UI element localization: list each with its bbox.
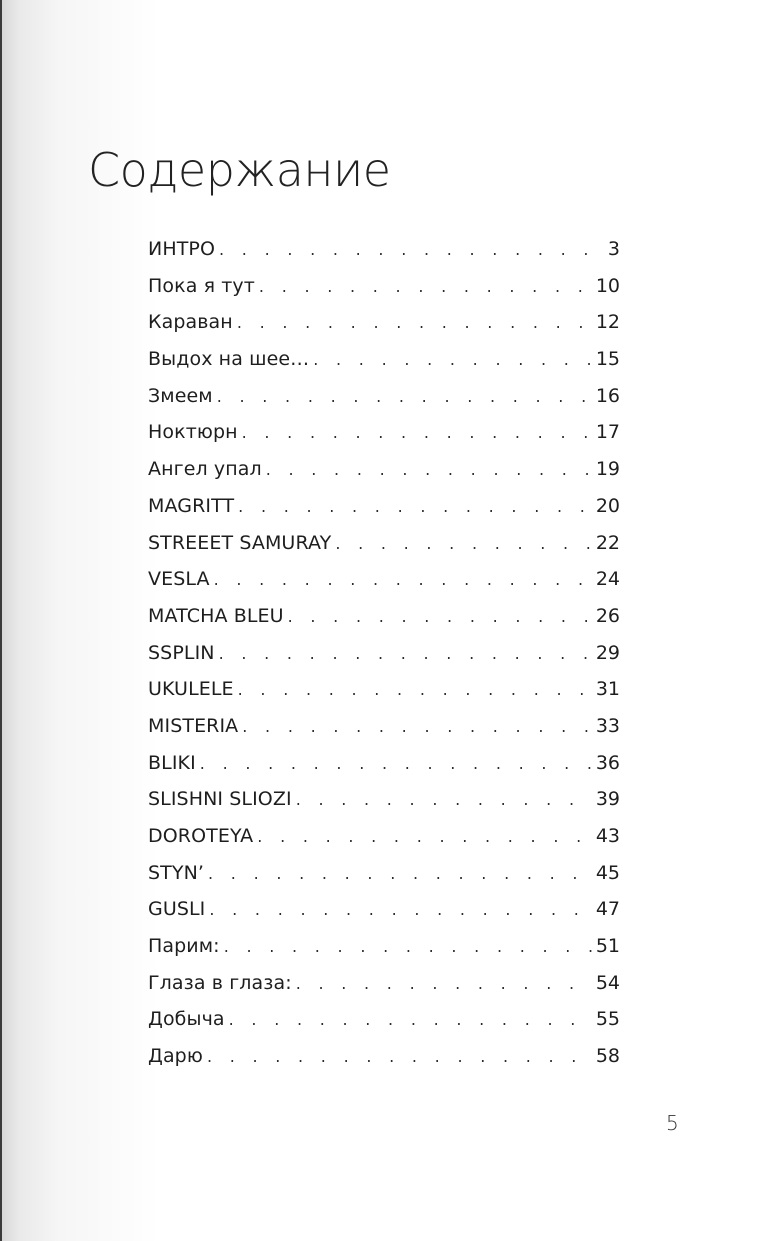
toc-entry-page: 47 [595, 898, 620, 921]
toc-entry-page: 17 [595, 421, 620, 444]
dot-leader [209, 892, 592, 928]
toc-entry-title: Дарю [148, 1045, 203, 1068]
dot-leader [217, 379, 593, 415]
dot-leader [257, 819, 593, 855]
dot-leader [296, 966, 593, 1002]
toc-entry [148, 1001, 620, 1038]
toc-entry-title: SLISHNI SLIOZI [148, 788, 292, 811]
toc-entry [148, 891, 620, 928]
toc-entry [148, 635, 620, 672]
toc-entry-page: 55 [595, 1008, 620, 1031]
dot-leader [214, 562, 593, 598]
toc-entry [148, 304, 620, 341]
toc-entry-title: Ноктюрн [148, 421, 238, 444]
toc-entry [148, 451, 620, 488]
toc-entry [148, 488, 620, 525]
toc-entry [148, 1038, 620, 1075]
toc-entry-page: 54 [595, 971, 620, 994]
dot-leader [335, 526, 593, 562]
toc-entry-title: Добыча [148, 1008, 225, 1031]
dot-leader [237, 305, 593, 341]
toc-entry [148, 231, 620, 268]
toc-entry-page: 43 [595, 825, 620, 847]
toc-entry-title: Парим: [148, 935, 220, 958]
page-number: 5 [666, 1111, 679, 1135]
toc-entry [148, 378, 620, 415]
toc-entry-page: 33 [595, 714, 620, 737]
toc-entry [148, 598, 620, 635]
toc-entry-page: 58 [595, 1045, 620, 1068]
toc-entry-title: SSPLIN [148, 641, 215, 664]
toc-entry [148, 561, 620, 598]
dot-leader [259, 269, 593, 305]
toc-entry-page: 24 [595, 568, 620, 591]
dot-leader [207, 1039, 593, 1075]
toc-entry [148, 671, 620, 708]
toc-entry-page: 36 [595, 751, 620, 774]
dot-leader [200, 746, 593, 782]
dot-leader [266, 452, 593, 488]
toc-entry-title: Выдох на шее… [148, 348, 310, 371]
toc-entry [148, 781, 620, 818]
toc-entry-page: 31 [595, 678, 620, 701]
toc-entry-title: Караван [148, 311, 233, 334]
toc-entry-title: UKULELE [148, 678, 234, 701]
dot-leader [313, 342, 593, 378]
toc-entry-title: VESLA [148, 568, 210, 591]
toc-entry-title: ИНТРО [148, 238, 216, 260]
toc-entry-page: 20 [595, 494, 620, 517]
toc-list [148, 231, 620, 1075]
dot-leader [238, 489, 593, 525]
dot-leader [208, 856, 593, 892]
toc-entry-title: BLIKI [148, 751, 196, 774]
toc-entry-title: Глаза в глаза: [148, 971, 292, 994]
toc-entry-title: Пока я тут [148, 274, 255, 297]
toc-entry [148, 341, 620, 378]
toc-entry [148, 745, 620, 782]
toc-entry-page: 29 [595, 641, 620, 664]
toc-entry-page: 26 [595, 604, 620, 627]
toc-entry-title: STYN’ [148, 861, 205, 884]
toc-entry-title: MATCHA BLEU [148, 604, 284, 627]
dot-leader [242, 709, 593, 745]
toc-entry [148, 414, 620, 451]
toc-entry [148, 965, 620, 1002]
toc-entry-page: 12 [595, 311, 620, 334]
dot-leader [238, 672, 593, 708]
toc-entry [148, 268, 620, 305]
toc-entry-title: Змеем [148, 384, 213, 407]
dot-leader [242, 415, 593, 451]
toc-entry [148, 818, 620, 855]
toc-entry-title: Ангел упал [148, 458, 262, 481]
dot-leader [288, 599, 593, 635]
toc-entry-page: 51 [595, 935, 620, 958]
toc-entry-page: 15 [595, 348, 620, 371]
toc-entry-title: MISTERIA [148, 714, 239, 737]
toc-entry-page: 19 [595, 458, 620, 481]
toc-entry-title: GUSLI [148, 898, 206, 921]
toc-entry-page: 22 [595, 531, 620, 554]
toc-entry-page: 16 [595, 384, 620, 407]
toc-entry-page: 3 [607, 238, 620, 260]
toc-entry-page: 39 [595, 788, 620, 811]
toc-entry [148, 855, 620, 892]
toc-entry [148, 928, 620, 965]
page-spine-edge [0, 0, 2, 1241]
toc-entry [148, 525, 620, 562]
toc-entry-title: DOROTEYA [148, 825, 254, 847]
toc-entry-page: 45 [595, 861, 620, 884]
dot-leader [296, 782, 593, 818]
toc-entry-title: STREEET SAMURAY [148, 531, 332, 554]
toc-entry-title: MAGRITT [148, 494, 235, 517]
toc-title: Содержание [88, 143, 391, 197]
dot-leader [219, 232, 605, 268]
dot-leader [219, 636, 593, 672]
dot-leader [229, 1002, 593, 1038]
dot-leader [224, 929, 593, 965]
toc-entry [148, 708, 620, 745]
toc-entry-page: 10 [595, 274, 620, 297]
